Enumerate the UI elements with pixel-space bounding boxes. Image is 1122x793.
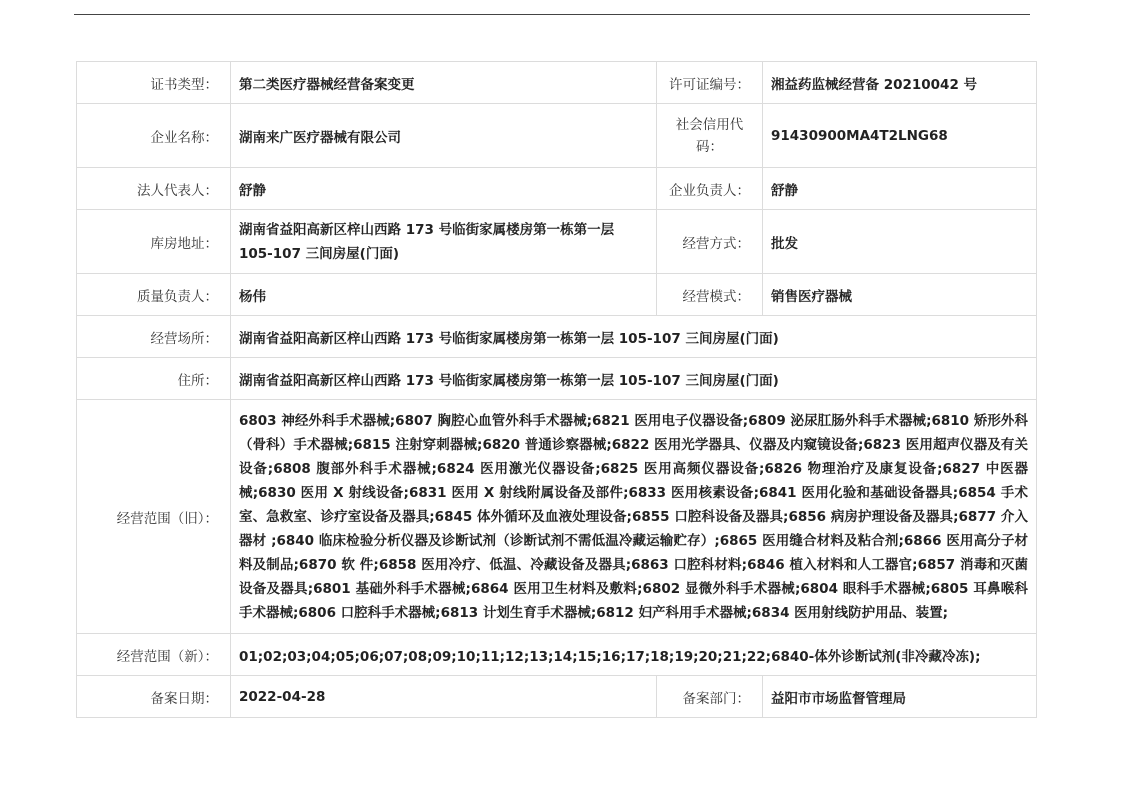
row-legal-rep bbox=[77, 168, 1037, 210]
quality-head-label: 质量负责人： bbox=[77, 274, 231, 316]
license-no-value: 湘益药监械经营备 20210042 号 bbox=[763, 62, 1037, 104]
cert-type-label: 证书类型： bbox=[77, 62, 231, 104]
row-warehouse bbox=[77, 210, 1037, 274]
legal-rep-value: 舒静 bbox=[231, 168, 657, 210]
scope-old-label: 经营范围（旧）： bbox=[77, 400, 231, 634]
row-premises bbox=[77, 316, 1037, 358]
filing-dept-label: 备案部门： bbox=[657, 676, 763, 718]
row-scope-old bbox=[77, 400, 1037, 634]
license-no-label: 许可证编号： bbox=[657, 62, 763, 104]
filing-record-table bbox=[76, 61, 1037, 718]
cert-type-value: 第二类医疗器械经营备案变更 bbox=[231, 62, 657, 104]
filing-dept-value: 益阳市市场监督管理局 bbox=[763, 676, 1037, 718]
residence-label: 住所： bbox=[77, 358, 231, 400]
warehouse-label: 库房地址： bbox=[77, 210, 231, 274]
warehouse-value-line2: 105-107 三间房屋(门面) bbox=[239, 245, 400, 262]
credit-code-label bbox=[657, 104, 763, 168]
row-residence bbox=[77, 358, 1037, 400]
company-head-label: 企业负责人： bbox=[657, 168, 763, 210]
business-model-label: 经营模式： bbox=[657, 274, 763, 316]
business-mode-value: 批发 bbox=[763, 210, 1037, 274]
warehouse-value bbox=[231, 210, 657, 274]
row-filing bbox=[77, 676, 1037, 718]
filing-date-value: 2022-04-28 bbox=[231, 676, 657, 718]
business-mode-label: 经营方式： bbox=[657, 210, 763, 274]
company-label: 企业名称： bbox=[77, 104, 231, 168]
credit-code-label-line2: 码： bbox=[696, 138, 723, 155]
row-quality-head bbox=[77, 274, 1037, 316]
row-cert-type bbox=[77, 62, 1037, 104]
residence-value: 湖南省益阳高新区梓山西路 173 号临街家属楼房第一栋第一层 105-107 三间房屋(门面) bbox=[231, 358, 1037, 400]
quality-head-value: 杨伟 bbox=[231, 274, 657, 316]
scope-new-value: 01;02;03;04;05;06;07;08;09;10;11;12;13;14;15;16;17;18;19;20;21;22;6840-体外诊断试剂(非冷藏冷冻); bbox=[231, 634, 1037, 676]
company-head-value: 舒静 bbox=[763, 168, 1037, 210]
premises-value: 湖南省益阳高新区梓山西路 173 号临街家属楼房第一栋第一层 105-107 三间房屋(门面) bbox=[231, 316, 1037, 358]
scope-old-text: 6803 神经外科手术器械;6807 胸腔心血管外科手术器械;6821 医用电子仪器设备;6809 泌尿肛肠外科手术器械;6810 矫形外科（骨科）手术器械;6815 注射穿刺器械;6820 普通诊察器械;6822 医用光学器具、仪器及内窥镜设备;6823 医用超声仪器及有关设备;6808 腹部外科手术器械;6824 医用激光仪器设备;6825 医用高频仪器设备;6826 物理治疗及康复设备;6827 中医器械;6830 医用 X 射线设备;6831 医用 X 射线附属设备及部件;6833 医用核素设备;6841 医用化验和基础设备器具;6854 手术室、急救室、诊疗室设备及器具;6845 体外循环及血液处理设备;6855 口腔科设备及器具;6856 病房护理设备及器具;6877 介入器材 ;6840 临床检验分析仪器及诊断试剂（诊断试剂不需低温冷藏运输贮存）;6865 医用缝合材料及粘合剂;6866 医用高分子材料及制品;6870 软 件;6858 医用冷疗、低温、冷藏设备及器具;6863 口腔科材料;6846 植入材料和人工器官;6857 消毒和灭菌设备及器具;6801 基础外科手术器械;6864 医用卫生材料及敷料;6802 显微外科手术器械;6804 眼科手术器械;6805 耳鼻喉科手术器械;6806 口腔科手术器械;6813 计划生育手术器械;6812 妇产科用手术器械;6834 医用射线防护用品、装置; bbox=[239, 412, 1028, 621]
scope-old-value bbox=[231, 400, 1037, 634]
business-model-value: 销售医疗器械 bbox=[763, 274, 1037, 316]
premises-label: 经营场所： bbox=[77, 316, 231, 358]
credit-code-label-line1: 社会信用代 bbox=[675, 116, 744, 133]
row-company bbox=[77, 104, 1037, 168]
legal-rep-label: 法人代表人： bbox=[77, 168, 231, 210]
credit-code-value: 91430900MA4T2LNG68 bbox=[763, 104, 1037, 168]
warehouse-value-line1: 湖南省益阳高新区梓山西路 173 号临街家属楼房第一栋第一层 bbox=[239, 221, 615, 238]
company-value: 湖南来广医疗器械有限公司 bbox=[231, 104, 657, 168]
scope-new-label: 经营范围（新）： bbox=[77, 634, 231, 676]
top-divider bbox=[74, 14, 1030, 15]
filing-date-label: 备案日期： bbox=[77, 676, 231, 718]
row-scope-new bbox=[77, 634, 1037, 676]
